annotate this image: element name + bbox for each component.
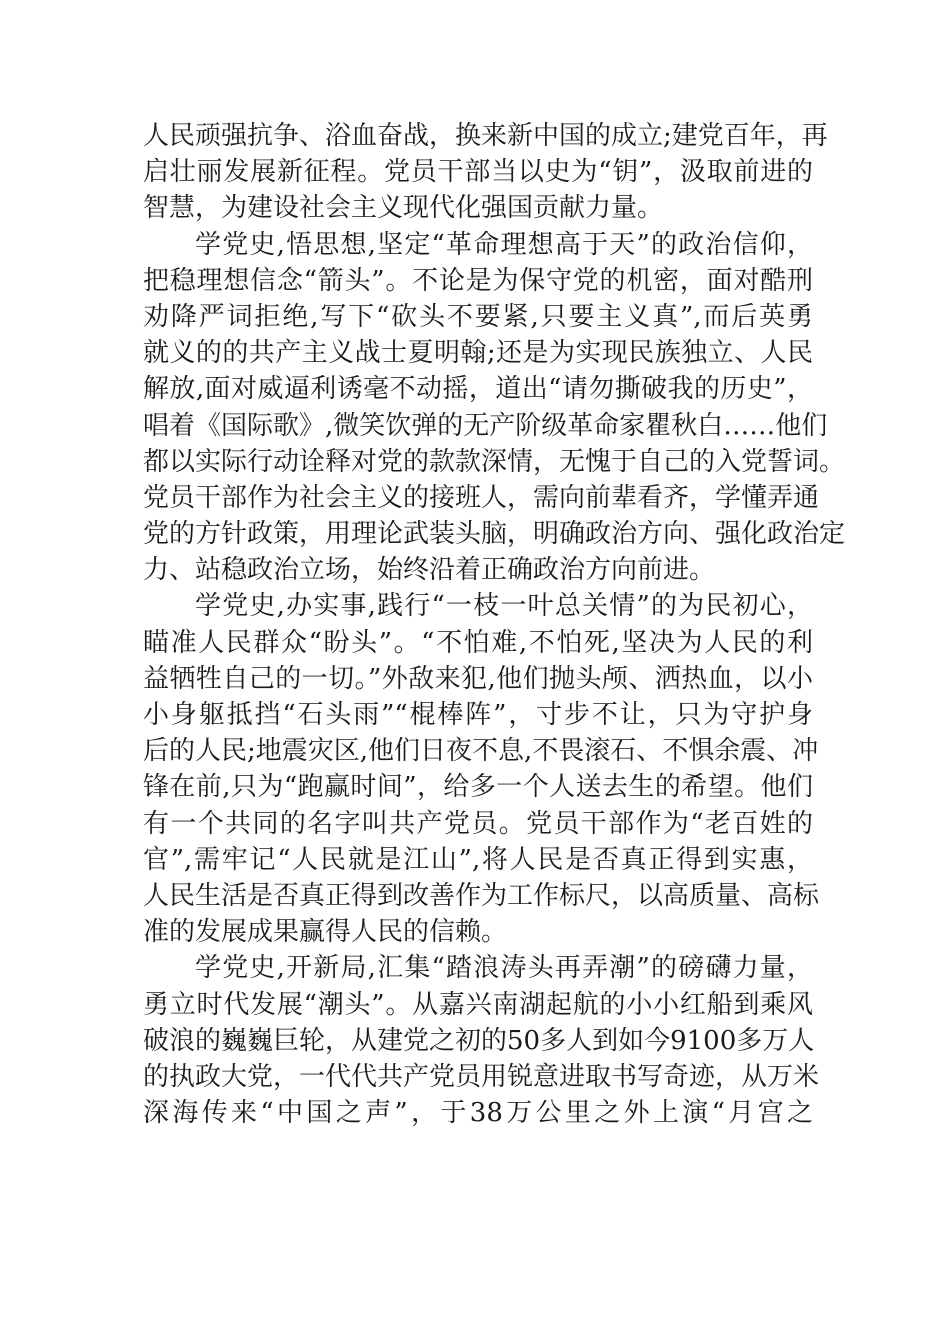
text-line: 益牺牲自己的一切。”外敌来犯,他们抛头颅、洒热血，以小 [143,663,813,694]
text-line: 解放,面对威逼利诱毫不动摇，道出“请勿撕破我的历史”， [143,374,813,405]
paragraph-1 [143,118,828,227]
paragraph-2 [143,227,846,589]
text-line: 瞄准人民群众“盼头”。“不怕难,不怕死,坚决为人民的利 [143,627,813,658]
body-text [143,118,846,1131]
text-line: 力、站稳政治立场，始终沿着正确政治方向前进。 [143,555,716,586]
text-line: 学党史,悟思想,坚定“革命理想高于天”的政治信仰， [195,229,813,260]
paragraph-3 [143,588,820,950]
text-line: 小身躯抵挡“石头雨”“棍棒阵”，寸步不让，只为守护身 [143,700,813,730]
text-line: 深海传来“中国之声”，于38万公里之外上演“月宫之 [143,1098,813,1129]
text-line: 官”,需牢记“人民就是江山”,将人民是否真正得到实惠， [143,844,813,875]
text-line: 劝降严词拒绝,写下“砍头不要紧,只要主义真”,而后英勇 [143,301,813,332]
text-line: 人民顽强抗争、浴血奋战，换来新中国的成立;建党百年，再 [143,121,828,151]
text-line: 都以实际行动诠释对党的款款深情，无愧于自己的入党誓词。 [143,446,846,477]
text-line: 学党史,办实事,践行“一枝一叶总关情”的为民初心， [195,591,813,622]
text-line: 启壮丽发展新征程。党员干部当以史为“钥”，汲取前进的 [143,157,813,188]
text-line: 就义的的共产主义战士夏明翰;还是为实现民族独立、人民 [143,338,813,369]
text-line: 破浪的巍巍巨轮，从建党之初的50多人到如今9100多万人 [143,1025,815,1056]
text-line: 唱着《国际歌》,微笑饮弹的无产阶级革命家瞿秋白……他们 [143,410,828,441]
text-line: 的执政大党，一代代共产党员用锐意进取书写奇迹，从万米 [143,1061,820,1092]
text-line: 党员干部作为社会主义的接班人，需向前辈看齐，学懂弄通 [143,482,820,513]
text-line: 锋在前,只为“跑赢时间”，给多一个人送去生的希望。他们 [143,772,813,803]
text-line: 有一个共同的名字叫共产党员。党员干部作为“老百姓的 [143,808,813,839]
text-line: 准的发展成果赢得人民的信赖。 [143,917,508,948]
text-line: 把稳理想信念“箭头”。不论是为保守党的机密，面对酷刑 [143,265,813,296]
text-line: 学党史,开新局,汇集“踏浪涛头再弄潮”的磅礴力量， [195,953,813,984]
text-line: 勇立时代发展“潮头”。从嘉兴南湖起航的小小红船到乘风 [143,989,813,1020]
text-line: 后的人民;地震灾区,他们日夜不息,不畏滚石、不惧余震、冲 [143,736,819,767]
text-line: 人民生活是否真正得到改善作为工作标尺，以高质量、高标 [143,880,820,911]
text-line: 智慧，为建设社会主义现代化强国贡献力量。 [143,193,664,224]
text-line: 党的方针政策，用理论武装头脑，明确政治方向、强化政治定 [143,519,846,550]
paragraph-4 [143,950,820,1131]
